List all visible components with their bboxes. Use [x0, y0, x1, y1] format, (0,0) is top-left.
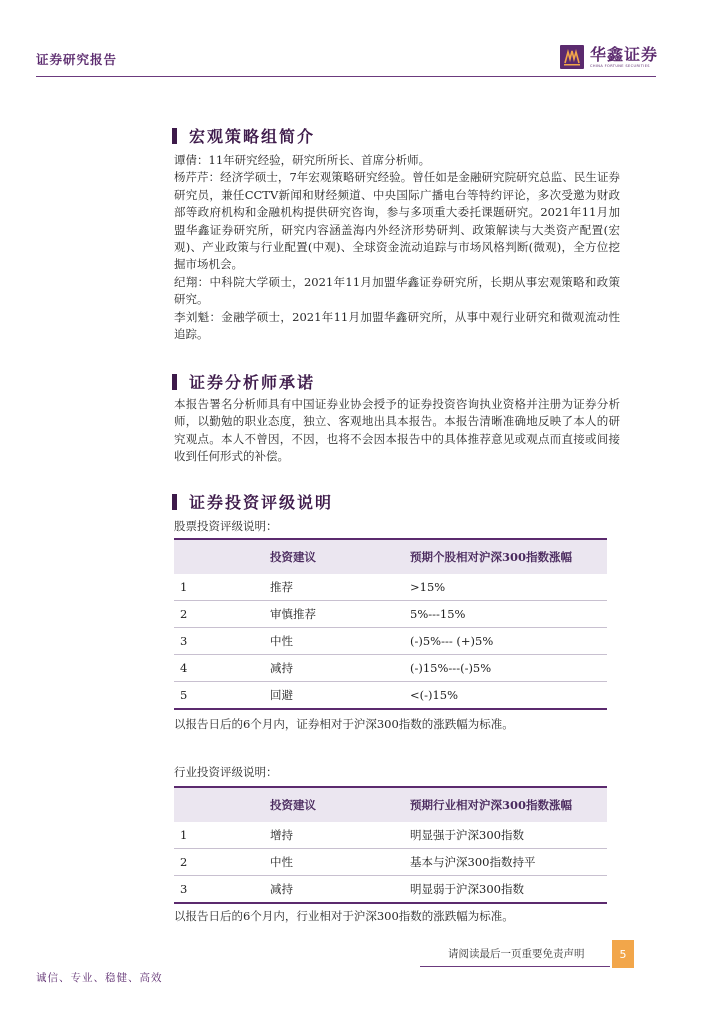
section-title: 证券投资评级说明: [189, 493, 334, 512]
bio-paragraph: 纪翔：中科院大学硕士，2021年11月加盟华鑫证券研究所，长期从事宏观策略和政策研究。: [174, 274, 620, 307]
bio-paragraph: 李刘魁：金融学硕士，2021年11月加盟华鑫研究所，从事中观行业研究和微观流动性追踪。: [174, 309, 620, 342]
brand-name-cn: 华鑫证券: [590, 44, 659, 64]
footer-divider: [420, 966, 610, 967]
industry-rating-table: [174, 786, 607, 904]
bio-paragraph: 谭倩：11年研究经验，研究所所长、首席分析师。: [174, 153, 431, 167]
cell-range: 5%---15%: [410, 607, 466, 621]
brand-name-en: CHINA FORTUNE SECURITIES: [590, 63, 650, 68]
table-header-row: [174, 787, 607, 822]
cell-rating: 回避: [270, 688, 293, 702]
header-cell: [174, 539, 270, 574]
section-marker: [172, 374, 177, 390]
cell-rating: 减持: [270, 661, 293, 675]
section-commitment-heading: [172, 370, 315, 393]
cell-index: 1: [180, 580, 188, 594]
cell-index: 4: [180, 661, 188, 675]
section-team-heading: [172, 124, 315, 147]
table-header-row: [174, 539, 607, 574]
section-marker: [172, 128, 177, 144]
brand-logo: [560, 44, 658, 70]
cell-range: (-)15%---(-)5%: [410, 661, 492, 675]
cell-range: 明显强于沪深300指数: [410, 828, 524, 842]
cell-index: 2: [180, 855, 188, 869]
cell-rating: 中性: [270, 855, 293, 869]
table-row: [174, 849, 607, 876]
team-bios: [174, 152, 620, 343]
section-marker: [172, 494, 177, 510]
cell-rating: 推荐: [270, 580, 293, 594]
cell-range: >15%: [410, 580, 446, 594]
cell-range: <(-)15%: [410, 688, 459, 702]
bio-paragraph: 杨芹芹：经济学硕士，7年宏观策略研究经验。曾任如是金融研究院研究总监、民生证券研究员，兼任CCTV新闻和财经频道、中央国际广播电台等特约评论，多次受邀为财政部等政府机构和金融机构提供研究咨询，参与多项重大委托课题研究。2021年11月加盟华鑫证券研究所，研究内容涵盖海内外经济形势研判、政策解读与大类资产配置(宏观)、产业政策与行业配置(中观)、全球资金流动追踪与市场风格判断(微观)，全方位挖掘市场机会。: [174, 170, 620, 272]
table-row: [174, 876, 607, 904]
cell-index: 3: [180, 634, 188, 648]
table-row: [174, 682, 607, 710]
header-cell: [174, 787, 270, 822]
table-row: [174, 628, 607, 655]
cell-range: 明显弱于沪深300指数: [410, 882, 524, 896]
commitment-text: [174, 396, 620, 466]
cell-index: 3: [180, 882, 188, 896]
cell-rating: 中性: [270, 634, 293, 648]
table-row: [174, 601, 607, 628]
stock-rating-note: 以报告日后的6个月内，证券相对于沪深300指数的涨跌幅为标准。: [174, 717, 514, 731]
header-cell: 预期个股相对沪深300指数涨幅: [410, 539, 607, 574]
table-row: [174, 655, 607, 682]
cell-range: 基本与沪深300指数持平: [410, 855, 536, 869]
cell-index: 5: [180, 688, 188, 702]
brand-logo-icon: [560, 45, 584, 69]
header-cell: 投资建议: [270, 787, 410, 822]
header-title: 证券研究报告: [36, 52, 118, 67]
section-rating-heading: [172, 490, 333, 513]
stock-rating-label: 股票投资评级说明：: [174, 519, 278, 533]
table-row: [174, 822, 607, 849]
industry-rating-label: 行业投资评级说明：: [174, 765, 278, 779]
footer-disclaimer: 请阅读最后一页重要免责声明: [448, 948, 585, 960]
footer-motto: 诚信、专业、稳健、高效: [36, 972, 163, 984]
cell-rating: 增持: [270, 828, 293, 842]
header-cell: 投资建议: [270, 539, 410, 574]
industry-rating-note: 以报告日后的6个月内，行业相对于沪深300指数的涨跌幅为标准。: [174, 909, 514, 923]
table-row: [174, 574, 607, 601]
commitment-paragraph: 本报告署名分析师具有中国证券业协会授予的证券投资咨询执业资格并注册为证券分析师，以勤勉的职业态度，独立、客观地出具本报告。本报告清晰准确地反映了本人的研究观点。本人不曾因，不因，也将不会因本报告中的具体推荐意见或观点而直接或间接收到任何形式的补偿。: [174, 397, 620, 464]
cell-range: (-)5%--- (+)5%: [410, 634, 494, 648]
cell-rating: 审慎推荐: [270, 607, 316, 621]
cell-rating: 减持: [270, 882, 293, 896]
header-cell: 预期行业相对沪深300指数涨幅: [410, 787, 607, 822]
stock-rating-table: [174, 538, 607, 710]
header-divider: [36, 76, 656, 77]
cell-index: 2: [180, 607, 188, 621]
cell-index: 1: [180, 828, 188, 842]
page-number: 5: [612, 940, 634, 968]
section-title: 宏观策略组简介: [189, 127, 316, 146]
section-title: 证券分析师承诺: [189, 373, 316, 392]
